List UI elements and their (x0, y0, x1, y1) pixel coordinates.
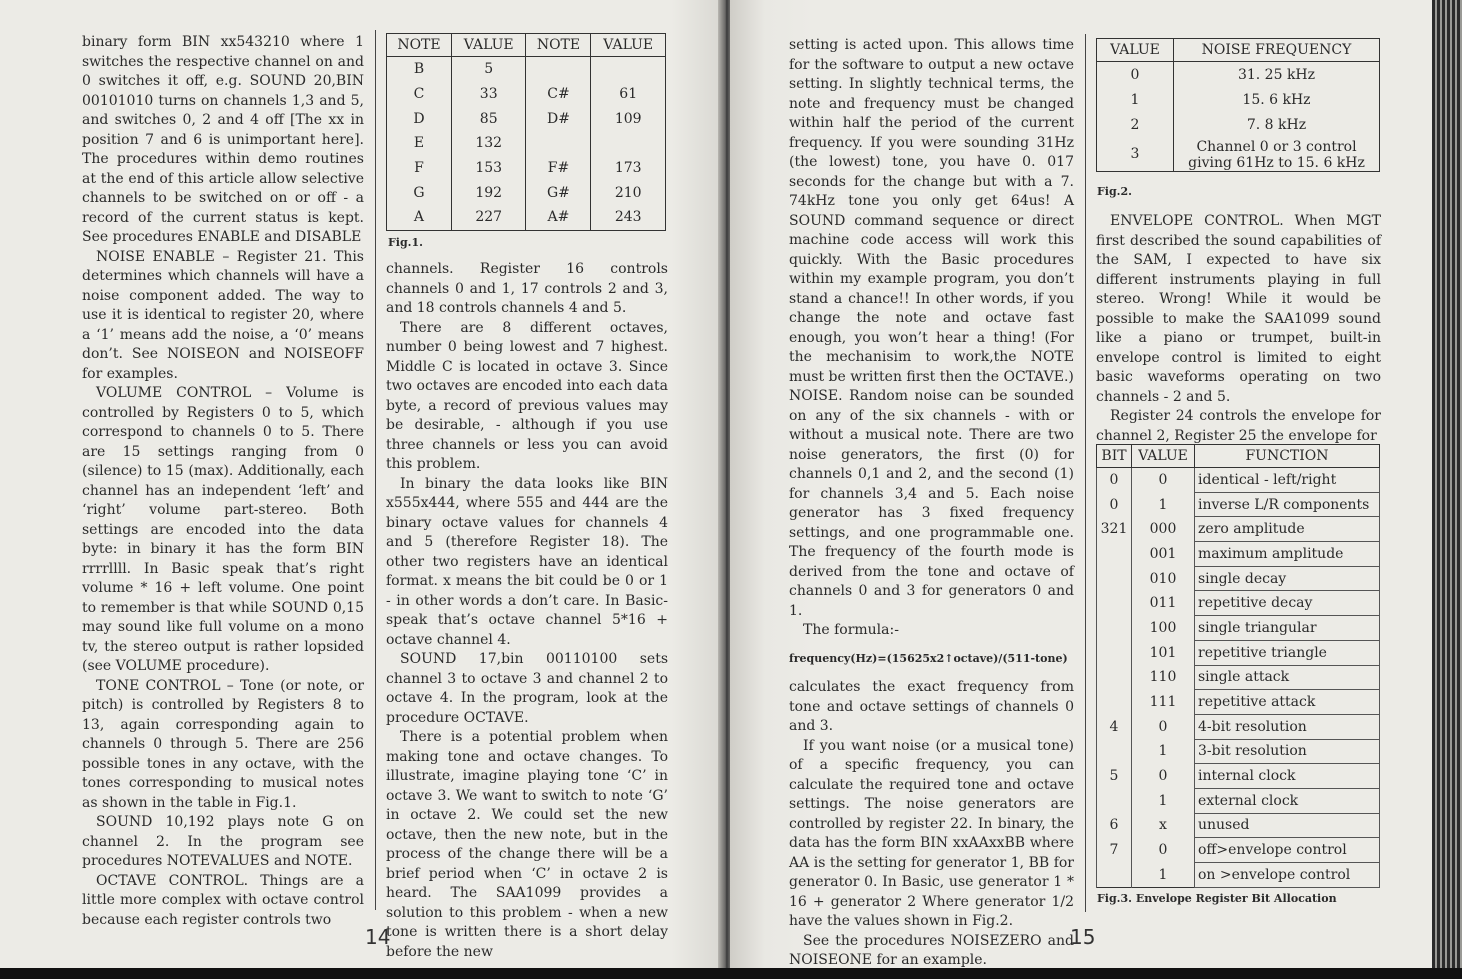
table-row (1097, 517, 1380, 542)
right-page-column-2 (1096, 212, 1381, 446)
table-row (1097, 492, 1380, 517)
left-page-column-1 (82, 33, 364, 930)
table-cell: 6 (1097, 813, 1132, 838)
table-cell: zero amplitude (1195, 517, 1380, 542)
table-cell (1097, 739, 1132, 764)
table-cell (526, 131, 591, 156)
table-cell: 1 (1132, 739, 1195, 764)
paragraph: calculates the exact frequency from tone and octave settings of channels 0 and 3. (789, 679, 1074, 734)
paragraph: NOISE. Random noise can be sounded on any of the six channels - with or without a musical note. There are two noise generators, the first (0) for channels 0,1 and 2, and the second (1) for channels 3,4 and 5. Each noise generator has 3 fixed frequency settings, and one programmable one. The frequency of the fourth mode is derived from the tone and octave of channels 0 and 3 for generators 0 and 1. (789, 388, 1074, 619)
table-cell: repetitive attack (1195, 690, 1380, 715)
book-page-edges (1432, 0, 1462, 979)
table-cell: D (387, 106, 452, 131)
paragraph: OCTAVE CONTROL. Things are a little more complex with octave control because each register controls two (82, 872, 364, 928)
table-cell: 011 (1132, 591, 1195, 616)
table-cell: 111 (1132, 690, 1195, 715)
table-cell (1097, 566, 1132, 591)
table-cell: off>envelope control (1195, 838, 1380, 863)
table-cell (1097, 640, 1132, 665)
table-cell (1097, 616, 1132, 641)
table-cell: 7. 8 kHz (1174, 112, 1380, 137)
column-header: VALUE (591, 34, 666, 57)
table-cell: 5 (1097, 764, 1132, 789)
table-cell: 192 (451, 180, 526, 205)
paragraph: NOISE ENABLE – Register 21. This determines which channels will have a noise component added. The way to use it is identical to register 20, where a ‘1’ means add the noise, a ‘0’ means don’t. See NOISEON and NOISEOFF for examples. (82, 248, 364, 382)
fig1-note-table (386, 33, 666, 231)
table-cell: 5 (451, 57, 526, 82)
table-cell: 1 (1132, 492, 1195, 517)
table-cell: Channel 0 or 3 control giving 61Hz to 15. 6 kHz (1174, 137, 1380, 172)
table-row (1097, 764, 1380, 789)
table-cell: G# (526, 180, 591, 205)
table-cell: 1 (1132, 788, 1195, 813)
column-divider (1085, 34, 1086, 912)
table-cell: 4 (1097, 714, 1132, 739)
table-cell (1097, 591, 1132, 616)
table-cell: 000 (1132, 517, 1195, 542)
table-cell (1097, 863, 1132, 888)
table-cell: 321 (1097, 517, 1132, 542)
table-cell: 31. 25 kHz (1174, 62, 1380, 88)
table-cell: 15. 6 kHz (1174, 87, 1380, 112)
table-row (387, 156, 666, 181)
fig3-envelope-register-table (1096, 444, 1380, 888)
table-cell: x (1132, 813, 1195, 838)
table-cell: 0 (1097, 492, 1132, 517)
table-cell: 110 (1132, 665, 1195, 690)
paragraph: In binary the data looks like BIN x555x444, where 555 and 444 are the binary octave values for channels 4 and 5 (therefore Register 18). The other two registers have an identical format. x means the bit could be 0 or 1 - in other words a don’t care. In Basic-speak that’s octave channel 5*16 + octave channel 4. (386, 475, 668, 648)
table-row (1097, 739, 1380, 764)
paragraph: See the procedures NOISEZERO and NOISEONE for an example. (789, 932, 1074, 968)
table-header-row (1097, 445, 1380, 468)
table-row (1097, 813, 1380, 838)
page-number-right: 15 (1070, 925, 1096, 949)
table-cell: single attack (1195, 665, 1380, 690)
table-cell: 1 (1132, 863, 1195, 888)
table-row (1097, 62, 1380, 88)
table-cell (591, 57, 666, 82)
table-cell: 227 (451, 205, 526, 230)
table-row (387, 57, 666, 82)
table-cell: 7 (1097, 838, 1132, 863)
table-cell: identical - left/right (1195, 468, 1380, 493)
page-number-left: 14 (365, 925, 391, 949)
table-cell: B (387, 57, 452, 82)
table-cell: 010 (1132, 566, 1195, 591)
table-cell: 109 (591, 106, 666, 131)
table-cell: 33 (451, 82, 526, 107)
table-cell: F (387, 156, 452, 181)
table-row (1097, 788, 1380, 813)
column-header: NOTE (387, 34, 452, 57)
table-cell: A# (526, 205, 591, 230)
table-cell: unused (1195, 813, 1380, 838)
table-row (1097, 616, 1380, 641)
table-row (1097, 468, 1380, 493)
table-cell: 4-bit resolution (1195, 714, 1380, 739)
paragraph: There are 8 different octaves, number 0 being lowest and 7 highest. Middle C is located in octave 3. Since two octaves are encoded into each data byte, a record of previous values may be desirable, - although if you use three channels or less you can avoid this problem. (386, 319, 668, 472)
table-cell: 100 (1132, 616, 1195, 641)
table-cell: 61 (591, 82, 666, 107)
table-cell: repetitive decay (1195, 591, 1380, 616)
paragraph: The formula:- (803, 622, 899, 638)
table-cell: 173 (591, 156, 666, 181)
table-row (1097, 566, 1380, 591)
paragraph: SOUND 10,192 plays note G on channel 2. In the program see procedures NOTEVALUES and NOTE. (82, 814, 364, 869)
column-header: NOISE FREQUENCY (1174, 39, 1380, 62)
paragraph: SOUND 17,bin 00110100 sets channel 3 to octave 3 and channel 2 to octave 4. In the program, look at the procedure OCTAVE. (386, 651, 668, 726)
paragraph: VOLUME CONTROL – Volume is controlled by Registers 0 to 5, which correspond to channels 0 to 5. There are 15 settings ranging from 0 (silence) to 15 (max). Additionally, each channel has an independent ‘left’ and ‘right’ volume part-stereo. Both settings are encoded into the data byte: in binary it has the form BIN rrrrllll. In Basic speak that’s right volume * 16 + left volume. One point to remember is that while SOUND 0,15 may sound like full volume on a mono tv, the stereo output is rather lopsided (see VOLUME procedure). (82, 385, 364, 674)
right-page-column-1 (789, 36, 1074, 971)
column-header: FUNCTION (1195, 445, 1380, 468)
fig2-caption: Fig.2. (1097, 185, 1132, 198)
paragraph: Register 24 controls the envelope for channel 2, Register 25 the envelope for (1096, 408, 1381, 444)
column-header: BIT (1097, 445, 1132, 468)
table-cell (1097, 665, 1132, 690)
table-cell: 0 (1097, 468, 1132, 493)
table-cell: 0 (1132, 764, 1195, 789)
table-cell: 3 (1097, 137, 1174, 172)
table-cell (591, 131, 666, 156)
table-cell: F# (526, 156, 591, 181)
table-row (387, 131, 666, 156)
table-row (1097, 665, 1380, 690)
table-cell: single triangular (1195, 616, 1380, 641)
paragraph: ENVELOPE CONTROL. When MGT first described the sound capabilities of the SAM, I expected to have six different instruments playing in full stereo. Wrong! While it would be possible to make the SAA1099 sound like a piano or trumpet, built-in envelope control is limited to eight basic waveforms operating on two channels - 2 and 5. (1096, 213, 1381, 405)
table-row (1097, 714, 1380, 739)
table-row (1097, 542, 1380, 567)
table-header-row (387, 34, 666, 57)
table-header-row (1097, 39, 1380, 62)
fig1-caption: Fig.1. (388, 236, 423, 249)
table-cell: A (387, 205, 452, 230)
table-row (1097, 838, 1380, 863)
column-divider (375, 30, 376, 910)
table-cell: 85 (451, 106, 526, 131)
table-cell: 0 (1132, 838, 1195, 863)
paragraph: There is a potential problem when making tone and octave changes. To illustrate, imagine playing tone ‘C’ in octave 3. We want to switch to note ‘G’ in octave 2. We could set the new octave, then the new note, but in the process of the change there will be a brief period when ‘C’ in octave 2 is heard. The SAA1099 provides a solution to this problem - when a new tone is written there is a short delay before the new (386, 729, 668, 960)
table-row (1097, 137, 1380, 172)
table-row (1097, 112, 1380, 137)
column-header: NOTE (526, 34, 591, 57)
table-cell: G (387, 180, 452, 205)
table-cell: 153 (451, 156, 526, 181)
table-cell: C# (526, 82, 591, 107)
table-cell: D# (526, 106, 591, 131)
fig3-caption: Fig.3. Envelope Register Bit Allocation (1097, 892, 1337, 905)
fig2-noise-frequency-table (1096, 38, 1380, 172)
paragraph: channels. Register 16 controls channels 0 and 1, 17 controls 2 and 3, and 18 controls channels 4 and 5. (386, 261, 668, 316)
table-cell: 0 (1132, 468, 1195, 493)
table-cell: external clock (1195, 788, 1380, 813)
table-cell: maximum amplitude (1195, 542, 1380, 567)
paragraph: setting is acted upon. This allows time for the software to output a new octave setting. In slightly technical terms, the note and frequency must be changed within half the period of the current frequency. If you were sounding 31Hz (the lowest) tone, you have 0. 017 seconds for the change but with a 7. 74kHz tone you only get 64us! A SOUND command sequence or direct machine code access will work this quickly. With the Basic procedures within my example program, you don’t stand a chance!! In other words, if you change the note and octave fast enough, you won’t hear a thing! (For the mechanisim to work,the NOTE must be written first then the OCTAVE.) (789, 37, 1074, 385)
table-cell: E (387, 131, 452, 156)
paragraph: TONE CONTROL – Tone (or note, or pitch) is controlled by Registers 8 to 13, again corresponding again to channels 0 through 5. There are 256 possible tones in any octave, with the tones corresponding to musical notes as shown in the table in Fig.1. (82, 677, 364, 811)
table-row (387, 205, 666, 230)
table-cell: 132 (451, 131, 526, 156)
table-row (1097, 87, 1380, 112)
paragraph: If you want noise (or a musical tone) of a specific frequency, you can calculate the required tone and octave settings. The noise generators are controlled by register 22. In binary, the data has the form BIN xxAAxxBB where AA is the setting for generator 1, BB for generator 0. In Basic, use generator 1 * 16 + generator 2 Where generator 1/2 have the values shown in Fig.2. (789, 737, 1074, 929)
scan-bottom-edge (0, 968, 1462, 979)
table-row (1097, 863, 1380, 888)
table-cell: 101 (1132, 640, 1195, 665)
table-cell: 001 (1132, 542, 1195, 567)
table-cell: on >envelope control (1195, 863, 1380, 888)
table-cell: 0 (1132, 714, 1195, 739)
table-cell: inverse L/R components (1195, 492, 1380, 517)
frequency-formula: frequency(Hz)=(15625x2↑octave)/(511-tone) (789, 651, 1068, 665)
table-cell (526, 57, 591, 82)
table-row (1097, 690, 1380, 715)
table-row (1097, 640, 1380, 665)
table-row (387, 106, 666, 131)
table-cell: repetitive triangle (1195, 640, 1380, 665)
table-cell: internal clock (1195, 764, 1380, 789)
table-cell: 210 (591, 180, 666, 205)
column-header: VALUE (1097, 39, 1174, 62)
table-cell: 3-bit resolution (1195, 739, 1380, 764)
table-cell: single decay (1195, 566, 1380, 591)
column-header: VALUE (1132, 445, 1195, 468)
table-cell: 2 (1097, 112, 1174, 137)
left-page-column-2 (386, 260, 668, 962)
table-cell: 0 (1097, 62, 1174, 88)
table-row (387, 82, 666, 107)
column-header: VALUE (451, 34, 526, 57)
table-cell: 243 (591, 205, 666, 230)
table-cell: C (387, 82, 452, 107)
table-cell (1097, 542, 1132, 567)
table-cell (1097, 788, 1132, 813)
table-cell: 1 (1097, 87, 1174, 112)
table-row (1097, 591, 1380, 616)
paragraph: binary form BIN xx543210 where 1 switches the respective channel on and 0 switches it off, e.g. SOUND 20,BIN 00101010 turns on channels 1,3 and 5, and switches 0, 2 and 4 off [The xx in position 7 and 6 is unimportant here]. The procedures within demo routines at the end of this article allow selective channels to be switched on or off - a record of the current status is kept. See procedures ENABLE and DISABLE (82, 34, 364, 245)
table-row (387, 180, 666, 205)
table-cell (1097, 690, 1132, 715)
